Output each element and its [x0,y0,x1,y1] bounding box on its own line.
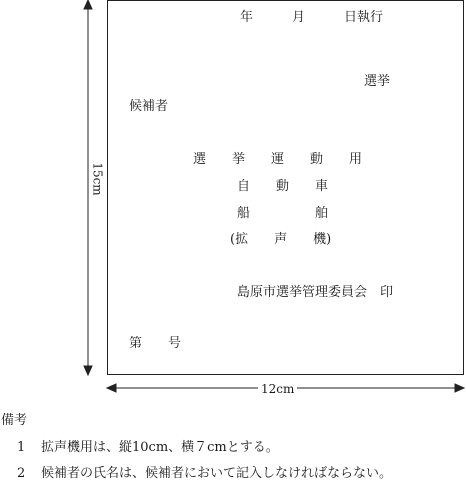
width-label: 12cm [258,382,297,396]
note-text-1: 拡声機用は、縦10cm、横７cmとする。 [41,440,279,455]
height-arrow-top-head [84,0,92,9]
width-arrow-left-head [107,384,116,392]
notes-heading: 備考 [1,413,28,428]
loudspeaker-line: (拡 声 機) [230,232,332,247]
campaign-use-line: 選 挙 運 動 用 [193,152,363,167]
width-arrow-right-head [455,384,464,392]
execution-date-line: 年 月 日執行 [240,10,384,25]
election-label: 選挙 [364,74,391,89]
note-text-2: 候補者の氏名は、候補者において記入しなければならない。 [41,466,393,481]
number-line: 第 号 [129,336,182,351]
note-number-1: 1 [17,440,26,455]
candidate-label: 候補者 [129,99,169,114]
issuer-line: 島原市選挙管理委員会 印 [237,285,394,300]
height-arrow-bottom-head [84,366,92,375]
height-label: 15cm [90,162,105,196]
boat-line: 船 舶 [237,206,329,221]
note-number-2: 2 [17,466,26,481]
vehicle-line: 自 動 車 [237,179,329,194]
